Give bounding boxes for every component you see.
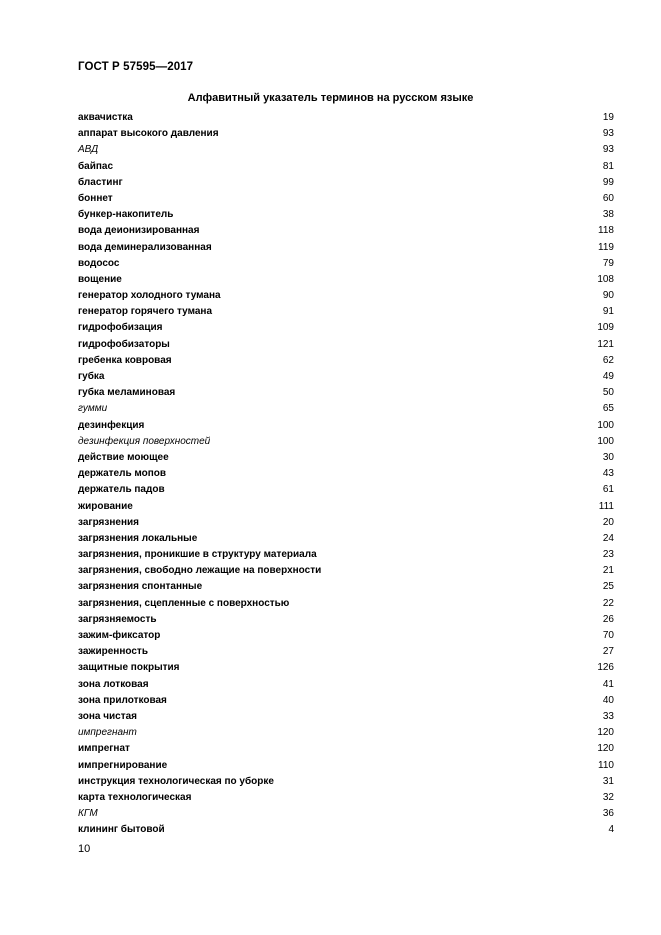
index-term: генератор холодного тумана (78, 290, 221, 302)
index-page-ref: 108 (597, 273, 614, 285)
index-term: загрязнения спонтанные (78, 581, 203, 593)
index-term: вода деминерализованная (78, 241, 212, 253)
index-entry (78, 790, 614, 806)
index-term: дезинфекция (78, 419, 145, 431)
index-page-ref: 26 (602, 613, 614, 625)
index-entry (78, 628, 614, 644)
index-term: гидрофобизация (78, 322, 163, 334)
index-entry (78, 612, 614, 628)
index-term: зажиренность (78, 646, 148, 658)
document-header: ГОСТ Р 57595—2017 (78, 61, 194, 73)
index-term: загрязнения локальные (78, 532, 198, 544)
index-entry (78, 579, 614, 595)
index-entry (78, 240, 614, 256)
index-page-ref: 24 (602, 532, 614, 544)
index-term: боннет (78, 192, 113, 204)
index-entry (78, 385, 614, 401)
index-entry (78, 515, 614, 531)
index-page-ref: 38 (602, 209, 614, 221)
index-page-ref: 111 (598, 500, 614, 512)
index-page-ref: 90 (602, 290, 614, 302)
index-term: водосос (78, 257, 120, 269)
index-term: бункер-накопитель (78, 209, 174, 221)
index-page-ref: 70 (602, 630, 614, 641)
index-entry (78, 644, 614, 660)
index-title: Алфавитный указатель терминов на русском языке (187, 92, 474, 104)
index-page-ref: 33 (602, 710, 614, 722)
index-page-ref: 19 (602, 112, 614, 123)
index-page-ref: 100 (597, 419, 614, 431)
index-term: аквачистка (78, 112, 133, 123)
index-entry (78, 110, 614, 126)
index-entry (78, 418, 614, 434)
index-page-ref: 22 (602, 597, 614, 609)
index-entry (78, 450, 614, 466)
index-term: вода деионизированная (78, 225, 200, 237)
index-term: импрегнирование (78, 759, 168, 771)
index-entry (78, 725, 614, 741)
index-page-ref: 23 (602, 549, 614, 561)
index-entry (78, 741, 614, 757)
index-entry (78, 434, 614, 450)
index-page-ref: 32 (602, 791, 614, 803)
index-term: губка меламиновая (78, 387, 176, 399)
index-page-ref: 25 (602, 581, 614, 593)
index-term: инструкция технологическая по уборке (78, 775, 274, 787)
index-page-ref: 81 (602, 160, 614, 172)
index-page-ref: 30 (602, 451, 614, 463)
index-term: загрязнения, проникшие в структуру материала (78, 549, 317, 561)
index-entry (78, 482, 614, 498)
index-entry (78, 320, 614, 336)
index-entry (78, 353, 614, 369)
index-page-ref: 118 (598, 225, 614, 237)
index-term: гребенка ковровая (78, 354, 172, 366)
index-entry (78, 758, 614, 774)
index-term: клининг бытовой (78, 824, 165, 836)
index-term: жирование (78, 500, 133, 512)
index-entry (78, 677, 614, 693)
index-term: держатель падов (78, 484, 165, 496)
index-page-ref: 43 (602, 468, 614, 480)
index-term: губка (78, 371, 105, 382)
index-entry (78, 547, 614, 563)
index-page-ref: 31 (602, 775, 614, 787)
index-page-ref: 121 (597, 338, 614, 350)
index-page-ref: 40 (602, 694, 614, 706)
index-term: дезинфекция поверхностей (78, 435, 211, 447)
index-entry (78, 369, 614, 385)
index-page-ref: 60 (602, 192, 614, 204)
index-entry (78, 207, 614, 223)
index-entry (78, 223, 614, 239)
index-entry (78, 466, 614, 482)
index-entry (78, 531, 614, 547)
index-entry (78, 709, 614, 725)
index-page-ref: 50 (602, 387, 614, 399)
index-page-ref: 20 (602, 516, 614, 528)
index-entry (78, 774, 614, 790)
index-term: гидрофобизаторы (78, 338, 170, 350)
index-term: импрегнант (78, 727, 137, 739)
index-entry (78, 563, 614, 579)
index-term: загрязняемость (78, 613, 157, 625)
index-page-ref: 120 (597, 743, 614, 755)
index-page-ref: 4 (608, 824, 614, 836)
index-entry (78, 401, 614, 417)
index-entry (78, 126, 614, 142)
index-term: зона лотковая (78, 678, 149, 690)
index-entry (78, 822, 614, 838)
index-term: загрязнения (78, 516, 139, 528)
index-page-ref: 62 (602, 354, 614, 366)
index-entry (78, 596, 614, 612)
index-page-ref: 27 (602, 646, 614, 658)
index-term: защитные покрытия (78, 662, 180, 674)
index-entry (78, 142, 614, 158)
page-number: 10 (78, 843, 91, 855)
index-term: карта технологическая (78, 791, 192, 803)
index-term: АВД (78, 144, 99, 156)
index-page-ref: 36 (602, 808, 614, 820)
index-term: действие моющее (78, 451, 169, 463)
index-page-ref: 65 (602, 403, 614, 415)
index-entry (78, 191, 614, 207)
index-page-ref: 91 (602, 306, 614, 318)
index-entry (78, 499, 614, 515)
index-page-ref: 21 (602, 565, 614, 577)
term-index-list (78, 110, 614, 838)
index-page-ref: 93 (602, 144, 614, 156)
index-term: вощение (78, 273, 122, 285)
index-term: импрегнат (78, 743, 130, 755)
index-entry (78, 256, 614, 272)
index-term: генератор горячего тумана (78, 306, 213, 318)
index-page-ref: 100 (597, 435, 614, 447)
index-entry (78, 288, 614, 304)
index-term: держатель мопов (78, 468, 167, 480)
index-entry (78, 272, 614, 288)
index-term: КГМ (78, 808, 98, 820)
index-page-ref: 109 (597, 322, 614, 334)
index-entry (78, 159, 614, 175)
index-term: загрязнения, свободно лежащие на поверхности (78, 565, 322, 577)
index-page-ref: 126 (597, 662, 614, 674)
index-page-ref: 61 (602, 484, 614, 496)
index-term: загрязнения, сцепленные с поверхностью (78, 597, 290, 609)
index-entry (78, 175, 614, 191)
index-page-ref: 93 (602, 128, 614, 140)
index-term: бластинг (78, 176, 123, 188)
index-page-ref: 99 (602, 176, 614, 188)
index-entry (78, 660, 614, 676)
index-page-ref: 119 (598, 241, 614, 253)
index-entry (78, 693, 614, 709)
index-term: зона прилотковая (78, 694, 167, 706)
index-entry (78, 806, 614, 822)
index-term: аппарат высокого давления (78, 128, 219, 140)
index-term: гумми (78, 403, 108, 415)
index-page-ref: 79 (602, 257, 614, 269)
index-page-ref: 120 (597, 727, 614, 739)
index-page-ref: 49 (602, 371, 614, 382)
index-page-ref: 41 (602, 678, 614, 690)
index-term: зона чистая (78, 710, 138, 722)
index-term: байпас (78, 160, 114, 172)
index-page-ref: 110 (598, 759, 614, 771)
index-entry (78, 304, 614, 320)
index-term: зажим-фиксатор (78, 630, 161, 641)
index-entry (78, 337, 614, 353)
